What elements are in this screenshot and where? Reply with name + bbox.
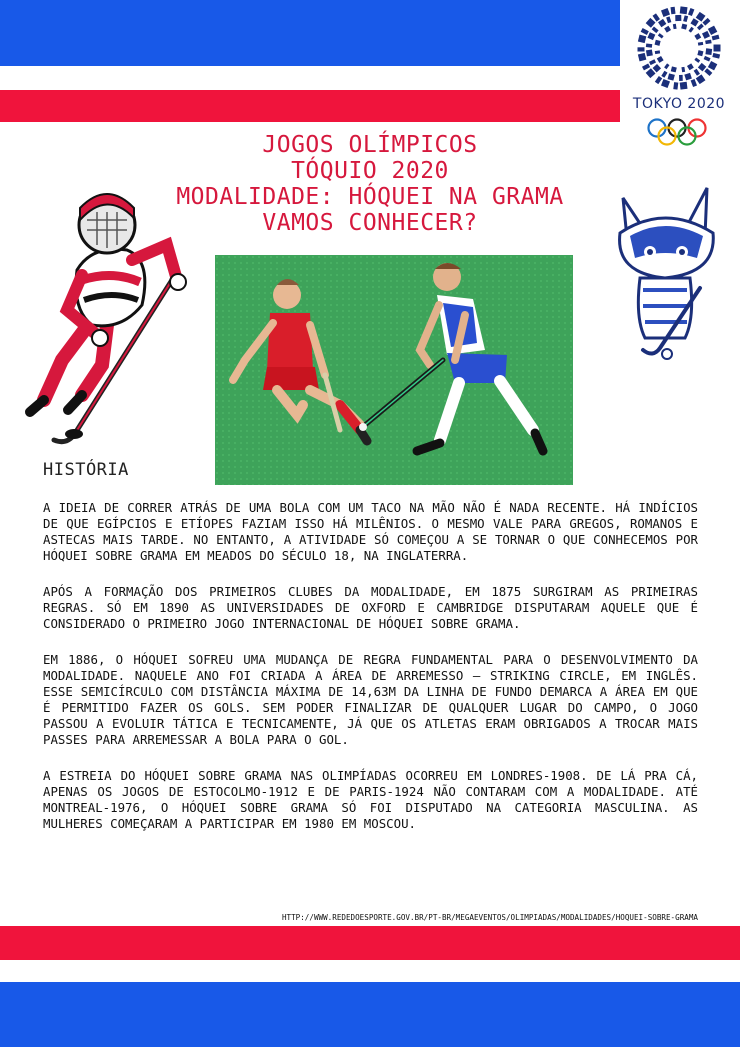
emblem-checker-square [698,63,706,71]
page-title [130,132,610,236]
emblem-checker-square [673,82,678,89]
emblem-checker-square [646,49,653,56]
emblem-checker-square [704,56,711,62]
bottom-red-band [0,926,740,960]
emblem-checker-square [680,82,688,90]
emblem-checker-square [712,53,720,59]
tokyo-2020-logo [622,4,736,150]
emblem-checker-square [649,59,656,65]
emblem-checker-square [655,76,662,84]
emblem-checker-square [638,47,645,51]
emblem-checker-square [696,74,706,84]
emblem-checker-square [655,50,660,54]
emblem-checker-square [638,53,646,61]
olympic-rings-icon [622,116,736,150]
hockey-player-illustration [22,190,187,450]
emblem-checker-square [642,63,650,70]
emblem-checker-square [661,8,670,17]
title-line-3: MODALIDADE: HÓQUEI NA GRAMA [176,184,564,210]
emblem-checker-square [702,31,710,39]
emblem-checker-square [708,61,717,70]
logo-wordmark: TOKYO 2020 [632,96,726,112]
emblem-checker-square [688,8,694,16]
emblem-checker-square [680,6,688,14]
emblem-checker-square [661,71,667,78]
source-url[interactable]: HTTP://WWW.REDEDOESPORTE.GOV.BR/PT-BR/MEGAEVENTOS/OLIMPIADAS/MODALIDADES/HOQUEI-SOBRE-GRAMA [281,913,698,922]
emblem-checker-square [708,26,717,35]
title-line-2: TÓQUIO 2020 [291,158,449,184]
emblem-checker-square [638,35,646,43]
emblem-checker-square [681,24,687,30]
top-blue-band [0,0,620,66]
emblem-checker-square [641,28,649,35]
emblem-checker-square [658,33,664,38]
emblem-checker-square [675,15,681,21]
emblem-checker-square [694,58,700,63]
emblem-checker-square [664,26,671,33]
emblem-checker-square [652,27,659,34]
emblem-checker-square [671,66,677,72]
emblem-checker-square [702,18,710,26]
section-heading: HISTÓRIA [43,460,129,480]
bottom-blue-band [0,982,740,1047]
emblem-checker-square [697,50,703,56]
miraitowa-mascot-illustration [605,178,725,363]
emblem-checker-square [658,19,666,27]
emblem-checker-square [655,40,661,46]
emblem-checker-square [705,48,712,55]
emblem-checker-square [694,69,700,76]
emblem-checker-square [657,56,664,63]
emblem-checker-square [653,13,660,21]
emblem-checker-square [689,27,694,33]
tokyo-2020-emblem-icon [622,4,736,96]
emblem-checker-square [646,68,656,78]
emblem-checker-square [704,68,712,76]
emblem-checker-square [673,24,677,29]
emblem-checker-square [646,43,652,47]
paragraph-1: A IDEIA DE CORRER ATRÁS DE UMA BOLA COM UM TACO NA MÃO NÃO É NADA RECENTE. HÁ INDÍCIOS DE QUE EGÍPCIOS E ETÍOPES FAZIAM ISSO HÁ MILÊNIOS. O MESMO VALE PARA GREGOS, ROMANOS E ASTECAS MAIS TARDE. NO ENTANTO, A ATIVIDADE SÓ COMEÇOU A SE TORNAR O QUE CONHECEMOS POR HÓQUEI SOBRE GRAMA EM MEADOS DO SÉCULO 18, NA INGLATERRA. [43,500,698,563]
emblem-checker-square [664,63,669,69]
emblem-checker-square [714,45,721,52]
emblem-checker-square [661,79,670,88]
emblem-checker-square [696,12,706,22]
emblem-checker-square [705,40,712,45]
emblem-checker-square [671,7,676,14]
emblem-checker-square [687,63,694,70]
emblem-checker-square [690,18,698,26]
emblem-checker-square [712,35,720,41]
emblem-checker-square [653,64,661,72]
emblem-checker-square [681,67,685,72]
paragraph-3: EM 1886, O HÓQUEI SOFREU UMA MUDANÇA DE REGRA FUNDAMENTAL PARA O DESENVOLVIMENTO DA MODALIDADE. NAQUELE ANO FOI CRIADA A ÁREA DE ARREMESSO – STRIKING CIRCLE, EM INGLÊS. ESSE SEMICÍRCULO COM DISTÂNCIA MÁXIMA DE 14,63M DA LINHA DE FUNDO DEMARCA A ÁREA EM QUE É PERMITIDO FAZER OS GOLS. SEM PODER FINALIZAR DE QUALQUER LUGAR DO CAMPO, O JOGO PASSOU A EVOLUIR TÁTICA E TECNICAMENTE, JÁ QUE OS ATLETAS ERAM OBRIGADOS A TROCAR MAIS PASSES PARA ARREMESSAR A BOLA PARA O GOL. [43,652,698,747]
emblem-checker-square [646,18,656,28]
emblem-checker-square [668,73,675,80]
field-hockey-photo [215,255,573,485]
title-line-4: VAMOS CONHECER? [262,210,478,236]
emblem-checker-square [698,42,703,46]
emblem-checker-square [697,24,704,31]
emblem-checker-square [691,79,697,87]
title-line-1: JOGOS OLÍMPICOS [262,132,478,158]
emblem-checker-square [679,75,683,81]
field-hockey-scene [215,255,573,485]
top-red-band [0,90,620,122]
emblem-checker-square [684,73,692,81]
paragraph-4: A ESTREIA DO HÓQUEI SOBRE GRAMA NAS OLIMPÍADAS OCORREU EM LONDRES-1908. DE LÁ PRA CÁ, APENAS OS JOGOS DE ESTOCOLMO-1912 E DE PARIS-1924 NÃO CONTARAM COM A MODALIDADE. ATÉ MONTREAL-1976, O HÓQUEI SOBRE GRAMA SÓ FOI DISPUTADO NA CATEGORIA MASCULINA. AS MULHERES COMEÇARAM A PARTICIPAR EM 1980 EM MOSCOU. [43,768,698,831]
emblem-checker-square [694,33,701,40]
emblem-checker-square [666,16,671,23]
paragraph-2: APÓS A FORMAÇÃO DOS PRIMEIROS CLUBES DA MODALIDADE, EM 1875 SURGIRAM AS PRIMEIRAS REGRAS. SÓ EM 1890 AS UNIVERSIDADES DE OXFORD E CAMBRIDGE DISPUTARAM AQUELE QUE É CONSIDERADO O PRIMEIRO JOGO INTERNACIONAL DE HÓQUEI SOBRE GRAMA. [43,584,698,631]
emblem-checker-square [647,32,655,40]
article-body [43,500,698,852]
emblem-checker-square [683,15,688,22]
